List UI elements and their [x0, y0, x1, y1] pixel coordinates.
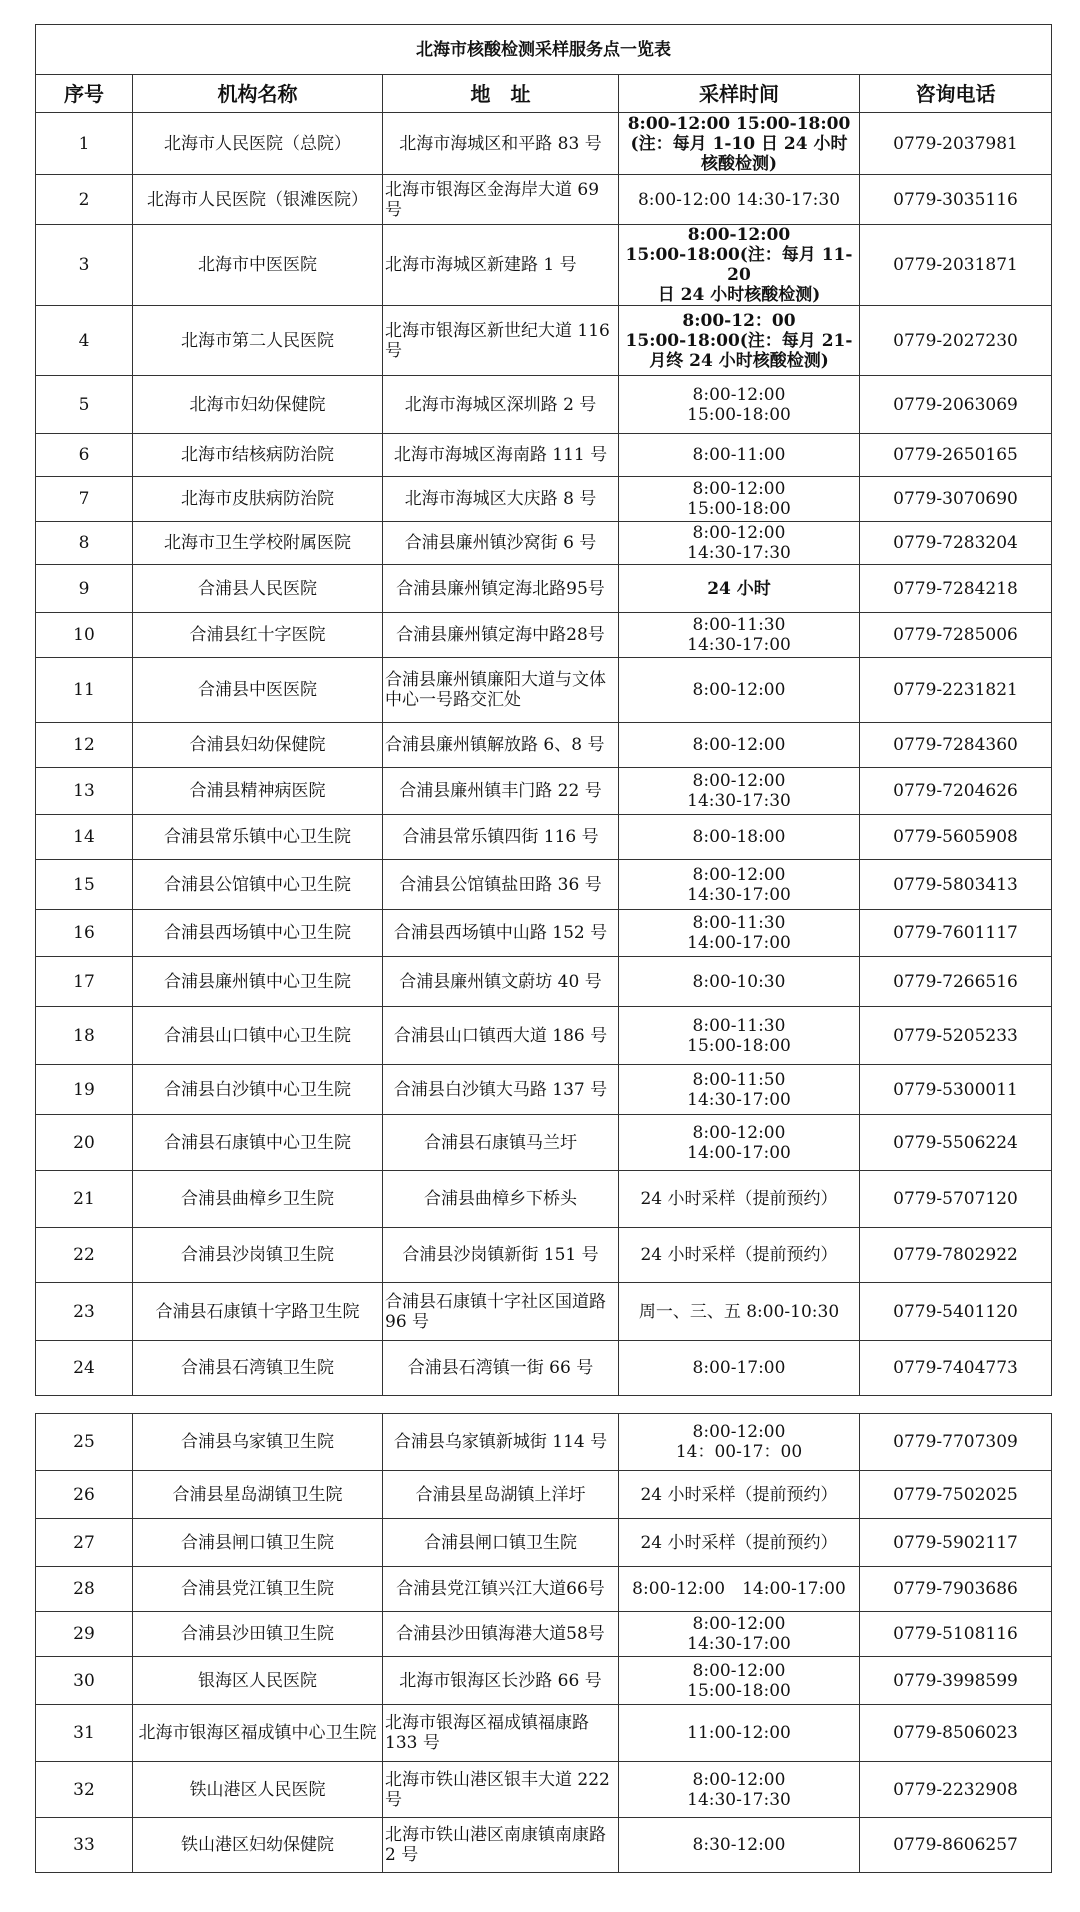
- sampling-hours-line: 24 小时采样（提前预约）: [640, 1484, 838, 1505]
- sampling-hours-line: 8:00-18:00: [692, 827, 786, 847]
- header-phone: 咨询电话: [860, 75, 1052, 113]
- sampling-hours: [619, 1705, 860, 1762]
- institution-name: 合浦县廉州镇中心卫生院: [133, 957, 383, 1007]
- table-row: [36, 1341, 1052, 1396]
- phone-number: 0779-7266516: [860, 957, 1052, 1007]
- address: 北海市铁山港区银丰大道 222 号: [383, 1762, 619, 1818]
- sampling-hours: [619, 910, 860, 957]
- phone-number: 0779-3035116: [860, 175, 1052, 225]
- table-row: [36, 1065, 1052, 1115]
- institution-name: 合浦县山口镇中心卫生院: [133, 1007, 383, 1065]
- sampling-hours-line: 8:00-12:00: [692, 1422, 786, 1442]
- sampling-hours: [619, 815, 860, 860]
- sampling-hours-line: 8:00-12:00 14:00-17:00: [632, 1579, 846, 1599]
- sampling-hours: [619, 306, 860, 376]
- row-index: 20: [36, 1115, 133, 1171]
- phone-number: 0779-7284218: [860, 565, 1052, 613]
- sampling-hours-line: 24 小时采样（提前预约）: [640, 1189, 838, 1209]
- sampling-hours-line: 24 小时采样（提前预约）: [640, 1532, 838, 1553]
- address: 北海市海城区大庆路 8 号: [383, 477, 619, 522]
- row-index: 10: [36, 613, 133, 658]
- phone-number: 0779-3070690: [860, 477, 1052, 522]
- address: 北海市海城区深圳路 2 号: [383, 376, 619, 434]
- sampling-hours: [619, 1657, 860, 1705]
- table-title: 北海市核酸检测采样服务点一览表: [36, 25, 1052, 75]
- sampling-hours-line: (注：每月 1-10 日 24 小时: [630, 133, 848, 154]
- institution-name: 北海市人民医院（总院）: [133, 113, 383, 175]
- sampling-hours: [619, 175, 860, 225]
- sampling-hours: [619, 957, 860, 1007]
- address: 合浦县闸口镇卫生院: [383, 1519, 619, 1567]
- table-row: [36, 1567, 1052, 1612]
- phone-number: 0779-2027230: [860, 306, 1052, 376]
- table-row: [36, 910, 1052, 957]
- row-index: 24: [36, 1341, 133, 1396]
- address: 合浦县廉州镇沙窝街 6 号: [383, 522, 619, 565]
- institution-name: 北海市人民医院（银滩医院）: [133, 175, 383, 225]
- table-row: [36, 1471, 1052, 1519]
- table-row: [36, 522, 1052, 565]
- institution-name: 合浦县人民医院: [133, 565, 383, 613]
- table-row: [36, 225, 1052, 306]
- phone-number: 0779-2037981: [860, 113, 1052, 175]
- sampling-hours-line: 14:30-17:00: [687, 1634, 791, 1654]
- sampling-hours-line: 8:00-12:00: [692, 523, 786, 543]
- service-table-part1: [35, 24, 1052, 1396]
- address: 合浦县廉州镇定海北路95号: [383, 565, 619, 613]
- table-row: [36, 376, 1052, 434]
- table-row: [36, 1818, 1052, 1873]
- sampling-hours: [619, 613, 860, 658]
- sampling-hours: [619, 477, 860, 522]
- sampling-hours: [619, 658, 860, 723]
- sampling-hours: [619, 1171, 860, 1228]
- row-index: 5: [36, 376, 133, 434]
- institution-name: 合浦县精神病医院: [133, 768, 383, 815]
- sampling-hours-line: 15:00-18:00(注：每月 21-: [625, 330, 853, 351]
- sampling-hours-line: 8:00-12:00 14:30-17:30: [637, 189, 841, 210]
- phone-number: 0779-2231821: [860, 658, 1052, 723]
- sampling-hours-line: 24 小时采样（提前预约）: [640, 1245, 838, 1265]
- institution-name: 银海区人民医院: [133, 1657, 383, 1705]
- header-address: 地 址: [383, 75, 619, 113]
- phone-number: 0779-7204626: [860, 768, 1052, 815]
- table-row: [36, 613, 1052, 658]
- phone-number: 0779-8606257: [860, 1818, 1052, 1873]
- sampling-hours-line: 核酸检测): [700, 153, 778, 174]
- phone-number: 0779-7285006: [860, 613, 1052, 658]
- address: 北海市银海区福成镇福康路 133 号: [383, 1705, 619, 1762]
- sampling-hours-line: 日 24 小时核酸检测): [657, 285, 821, 305]
- address: 合浦县廉州镇文蔚坊 40 号: [383, 957, 619, 1007]
- sampling-hours-line: 15:00-18:00: [687, 1035, 791, 1056]
- phone-number: 0779-5108116: [860, 1612, 1052, 1657]
- sampling-hours: [619, 1228, 860, 1283]
- table-row: [36, 1657, 1052, 1705]
- row-index: 25: [36, 1414, 133, 1471]
- table-row: [36, 658, 1052, 723]
- sampling-hours-line: 8:00-12:00: [692, 1122, 786, 1143]
- table-row: [36, 477, 1052, 522]
- sampling-hours-line: 14：00-17：00: [675, 1442, 803, 1462]
- sampling-hours-line: 8:00-12：00: [682, 310, 796, 331]
- phone-number: 0779-2650165: [860, 434, 1052, 477]
- sampling-hours-line: 8:00-12:00: [692, 864, 786, 885]
- institution-name: 合浦县乌家镇卫生院: [133, 1414, 383, 1471]
- institution-name: 北海市中医医院: [133, 225, 383, 306]
- address: 合浦县石湾镇一街 66 号: [383, 1341, 619, 1396]
- row-index: 18: [36, 1007, 133, 1065]
- institution-name: 合浦县党江镇卫生院: [133, 1567, 383, 1612]
- institution-name: 北海市第二人民医院: [133, 306, 383, 376]
- address: 合浦县西场镇中山路 152 号: [383, 910, 619, 957]
- phone-number: 0779-5205233: [860, 1007, 1052, 1065]
- phone-number: 0779-7707309: [860, 1414, 1052, 1471]
- sampling-hours-line: 14:30-17:30: [687, 543, 791, 563]
- sampling-hours-line: 8:00-12:00: [692, 771, 786, 791]
- sampling-hours-line: 8:30-12:00: [692, 1835, 786, 1855]
- institution-name: 北海市银海区福成镇中心卫生院: [133, 1705, 383, 1762]
- institution-name: 合浦县西场镇中心卫生院: [133, 910, 383, 957]
- institution-name: 合浦县沙田镇卫生院: [133, 1612, 383, 1657]
- sampling-hours-line: 8:00-12:00 15:00-18:00: [627, 113, 851, 134]
- row-index: 8: [36, 522, 133, 565]
- row-index: 29: [36, 1612, 133, 1657]
- address: 北海市银海区长沙路 66 号: [383, 1657, 619, 1705]
- row-index: 22: [36, 1228, 133, 1283]
- sampling-hours-line: 8:00-12:00: [692, 680, 786, 700]
- sampling-hours-line: 8:00-17:00: [692, 1358, 786, 1378]
- institution-name: 合浦县红十字医院: [133, 613, 383, 658]
- phone-number: 0779-7601117: [860, 910, 1052, 957]
- address: 北海市银海区新世纪大道 116 号: [383, 306, 619, 376]
- sampling-hours-line: 周一、三、五 8:00-10:30: [638, 1301, 840, 1322]
- sampling-hours: [619, 1283, 860, 1341]
- institution-name: 合浦县妇幼保健院: [133, 723, 383, 768]
- sampling-hours-line: 15:00-18:00: [687, 404, 791, 425]
- table-row: [36, 1762, 1052, 1818]
- table-row: [36, 1612, 1052, 1657]
- table-row: [36, 1007, 1052, 1065]
- row-index: 13: [36, 768, 133, 815]
- table-row: [36, 1519, 1052, 1567]
- row-index: 2: [36, 175, 133, 225]
- address: 合浦县廉州镇廉阳大道与文体中心一号路交汇处: [383, 658, 619, 723]
- sampling-hours-line: 8:00-12:00: [687, 225, 791, 245]
- address: 合浦县石康镇十字社区国道路 96 号: [383, 1283, 619, 1341]
- institution-name: 合浦县中医医院: [133, 658, 383, 723]
- sampling-hours: [619, 1007, 860, 1065]
- sampling-hours-line: 8:00-12:00: [692, 1769, 786, 1790]
- row-index: 26: [36, 1471, 133, 1519]
- row-index: 17: [36, 957, 133, 1007]
- sampling-hours-line: 14:30-17:00: [687, 1089, 791, 1110]
- table-row: [36, 1228, 1052, 1283]
- sampling-hours-line: 15:00-18:00: [687, 1680, 791, 1701]
- sampling-hours-line: 14:00-17:00: [687, 933, 791, 953]
- institution-name: 北海市皮肤病防治院: [133, 477, 383, 522]
- sampling-hours-line: 8:00-12:00: [692, 1614, 786, 1634]
- institution-name: 合浦县星岛湖镇卫生院: [133, 1471, 383, 1519]
- institution-name: 合浦县常乐镇中心卫生院: [133, 815, 383, 860]
- sampling-hours-line: 8:00-11:30: [692, 1015, 786, 1036]
- header-index: 序号: [36, 75, 133, 113]
- phone-number: 0779-7502025: [860, 1471, 1052, 1519]
- row-index: 21: [36, 1171, 133, 1228]
- address: 合浦县廉州镇丰门路 22 号: [383, 768, 619, 815]
- phone-number: 0779-5401120: [860, 1283, 1052, 1341]
- row-index: 27: [36, 1519, 133, 1567]
- row-index: 15: [36, 860, 133, 910]
- table-row: [36, 434, 1052, 477]
- address: 合浦县廉州镇解放路 6、8 号: [383, 723, 619, 768]
- institution-name: 合浦县石康镇中心卫生院: [133, 1115, 383, 1171]
- sampling-hours: [619, 1065, 860, 1115]
- header-hours: 采样时间: [619, 75, 860, 113]
- sampling-hours-line: 8:00-11:00: [692, 445, 786, 465]
- phone-number: 0779-5300011: [860, 1065, 1052, 1115]
- institution-name: 铁山港区妇幼保健院: [133, 1818, 383, 1873]
- table-row: [36, 1283, 1052, 1341]
- sampling-hours: [619, 376, 860, 434]
- institution-name: 北海市妇幼保健院: [133, 376, 383, 434]
- sampling-hours-line: 15:00-18:00: [687, 499, 791, 519]
- sampling-hours: [619, 1341, 860, 1396]
- row-index: 33: [36, 1818, 133, 1873]
- sampling-hours-line: 8:00-12:00: [692, 384, 786, 405]
- sampling-hours-line: 11:00-12:00: [687, 1723, 791, 1743]
- address: 合浦县山口镇西大道 186 号: [383, 1007, 619, 1065]
- phone-number: 0779-7283204: [860, 522, 1052, 565]
- sampling-hours-line: 月终 24 小时核酸检测): [649, 350, 829, 371]
- table-row: [36, 1171, 1052, 1228]
- row-index: 12: [36, 723, 133, 768]
- phone-number: 0779-5707120: [860, 1171, 1052, 1228]
- header-name: 机构名称: [133, 75, 383, 113]
- address: 北海市海城区海南路 111 号: [383, 434, 619, 477]
- sampling-hours: [619, 113, 860, 175]
- row-index: 16: [36, 910, 133, 957]
- phone-number: 0779-7404773: [860, 1341, 1052, 1396]
- institution-name: 合浦县沙岗镇卫生院: [133, 1228, 383, 1283]
- institution-name: 合浦县石康镇十字路卫生院: [133, 1283, 383, 1341]
- sampling-hours: [619, 1762, 860, 1818]
- sampling-hours: [619, 1471, 860, 1519]
- sampling-hours: [619, 768, 860, 815]
- table-row: [36, 1414, 1052, 1471]
- institution-name: 合浦县闸口镇卫生院: [133, 1519, 383, 1567]
- sampling-hours-line: 14:30-17:30: [687, 791, 791, 811]
- phone-number: 0779-8506023: [860, 1705, 1052, 1762]
- sampling-hours: [619, 1414, 860, 1471]
- table-row: [36, 1705, 1052, 1762]
- row-index: 31: [36, 1705, 133, 1762]
- phone-number: 0779-5506224: [860, 1115, 1052, 1171]
- address: 合浦县党江镇兴江大道66号: [383, 1567, 619, 1612]
- institution-name: 合浦县曲樟乡卫生院: [133, 1171, 383, 1228]
- table-row: [36, 565, 1052, 613]
- row-index: 11: [36, 658, 133, 723]
- phone-number: 0779-7903686: [860, 1567, 1052, 1612]
- address: 北海市银海区金海岸大道 69 号: [383, 175, 619, 225]
- address: 合浦县公馆镇盐田路 36 号: [383, 860, 619, 910]
- table-row: [36, 1115, 1052, 1171]
- row-index: 14: [36, 815, 133, 860]
- phone-number: 0779-3998599: [860, 1657, 1052, 1705]
- phone-number: 0779-5902117: [860, 1519, 1052, 1567]
- header-row: [36, 75, 1052, 113]
- sampling-hours: [619, 1818, 860, 1873]
- address: 合浦县沙田镇海港大道58号: [383, 1612, 619, 1657]
- address: 合浦县沙岗镇新街 151 号: [383, 1228, 619, 1283]
- address: 合浦县曲樟乡下桥头: [383, 1171, 619, 1228]
- sampling-hours-line: 14:00-17:00: [687, 1142, 791, 1163]
- sampling-hours: [619, 434, 860, 477]
- table-row: [36, 306, 1052, 376]
- institution-name: 北海市结核病防治院: [133, 434, 383, 477]
- sampling-hours: [619, 723, 860, 768]
- address: 合浦县常乐镇四街 116 号: [383, 815, 619, 860]
- institution-name: 合浦县石湾镇卫生院: [133, 1341, 383, 1396]
- row-index: 30: [36, 1657, 133, 1705]
- sampling-hours-line: 14:30-17:30: [687, 1789, 791, 1810]
- sampling-hours: [619, 1519, 860, 1567]
- institution-name: 合浦县公馆镇中心卫生院: [133, 860, 383, 910]
- sampling-hours-line: 8:00-12:00: [692, 479, 786, 499]
- table-row: [36, 113, 1052, 175]
- table-row: [36, 723, 1052, 768]
- row-index: 28: [36, 1567, 133, 1612]
- sampling-hours: [619, 1115, 860, 1171]
- row-index: 9: [36, 565, 133, 613]
- address: 合浦县星岛湖镇上洋圩: [383, 1471, 619, 1519]
- sampling-hours: [619, 1567, 860, 1612]
- sampling-hours: [619, 860, 860, 910]
- sampling-hours-line: 14:30-17:00: [687, 884, 791, 905]
- institution-name: 铁山港区人民医院: [133, 1762, 383, 1818]
- row-index: 1: [36, 113, 133, 175]
- sampling-hours-line: 8:00-10:30: [692, 971, 786, 992]
- sampling-hours-line: 8:00-12:00: [692, 735, 786, 755]
- table-row: [36, 815, 1052, 860]
- address: 北海市铁山港区南康镇南康路 2 号: [383, 1818, 619, 1873]
- row-index: 4: [36, 306, 133, 376]
- address: 北海市海城区新建路 1 号: [383, 225, 619, 306]
- sampling-hours-line: 14:30-17:00: [687, 635, 791, 655]
- sampling-hours-line: 8:00-11:30: [692, 913, 786, 933]
- address: 北海市海城区和平路 83 号: [383, 113, 619, 175]
- sampling-hours-line: 8:00-11:50: [692, 1069, 786, 1090]
- phone-number: 0779-2031871: [860, 225, 1052, 306]
- address: 合浦县廉州镇定海中路28号: [383, 613, 619, 658]
- table-row: [36, 860, 1052, 910]
- institution-name: 合浦县白沙镇中心卫生院: [133, 1065, 383, 1115]
- sampling-hours: [619, 225, 860, 306]
- row-index: 19: [36, 1065, 133, 1115]
- phone-number: 0779-7802922: [860, 1228, 1052, 1283]
- sampling-hours: [619, 565, 860, 613]
- address: 合浦县乌家镇新城街 114 号: [383, 1414, 619, 1471]
- sampling-hours: [619, 522, 860, 565]
- table-row: [36, 175, 1052, 225]
- address: 合浦县石康镇马兰圩: [383, 1115, 619, 1171]
- row-index: 23: [36, 1283, 133, 1341]
- phone-number: 0779-7284360: [860, 723, 1052, 768]
- address: 合浦县白沙镇大马路 137 号: [383, 1065, 619, 1115]
- phone-number: 0779-2232908: [860, 1762, 1052, 1818]
- phone-number: 0779-5605908: [860, 815, 1052, 860]
- sampling-hours: [619, 1612, 860, 1657]
- row-index: 3: [36, 225, 133, 306]
- phone-number: 0779-5803413: [860, 860, 1052, 910]
- table-row: [36, 768, 1052, 815]
- sampling-hours-line: 15:00-18:00(注：每月 11-20: [625, 245, 853, 285]
- row-index: 7: [36, 477, 133, 522]
- institution-name: 北海市卫生学校附属医院: [133, 522, 383, 565]
- sampling-hours-line: 24 小时: [707, 578, 771, 599]
- phone-number: 0779-2063069: [860, 376, 1052, 434]
- sampling-hours-line: 8:00-12:00: [692, 1660, 786, 1681]
- table-row: [36, 957, 1052, 1007]
- row-index: 32: [36, 1762, 133, 1818]
- sampling-hours-line: 8:00-11:30: [692, 615, 786, 635]
- row-index: 6: [36, 434, 133, 477]
- service-table-part2: [35, 1413, 1052, 1873]
